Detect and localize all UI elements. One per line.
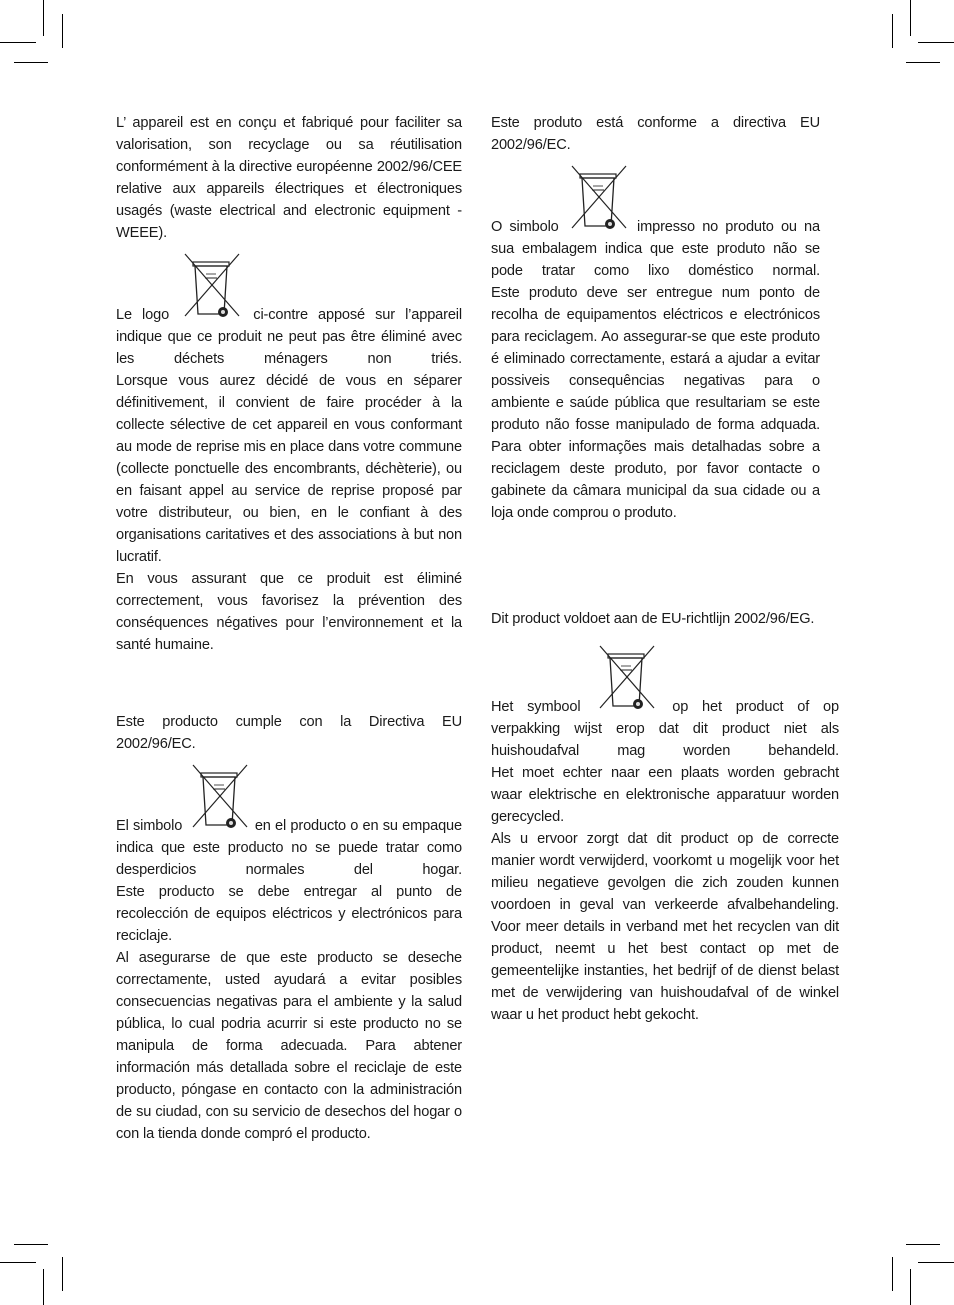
spanish-para3: Al asegurarse de que este producto se deseche correctamente, usted ayudará a evitar posibles consecuencias negativas para el ambiente y la salud pública, lo cual podria acurrir si este producto no se manipula de forma adecuada. Para abtener información más detallada sobre el reciclaje de este producto, póngase en contacto con la administración de su ciudad, con su servicio de desechos del hogar o con la tienda donde compró el producto. <box>116 950 462 1142</box>
portuguese-symbol-before: O simbolo <box>491 219 559 235</box>
portuguese-section <box>491 112 820 524</box>
crossed-out-wheelie-bin-icon <box>179 252 243 322</box>
dutch-para3: Als u ervoor zorgt dat dit product op de correcte manier wordt verwijderd, voorkomt u mogelijk voor het milieu negatieve gevolgen die zich zouden kunnen voordoen in geval van verkeerde afvalbehandeling. Voor meer details in verband met het recyclen van dit product, neemt u het best contact op met de gemeentelijke instanties, het bedrijf of de dienst belast met de verwijdering van huishoudafval of de winkel waar u het product hebt gekocht. <box>491 831 839 1023</box>
spanish-symbol-line <box>116 763 462 881</box>
french-symbol-after: ci-contre apposé sur l’appareil indique que ce produit ne peut pas être éliminé avec les déchets ménagers non triés. <box>116 307 462 367</box>
spanish-symbol-after: en el producto o en su empaque indica que este producto no se puede tratar como desperdicios normales del hogar. <box>116 818 462 878</box>
spanish-symbol-before: El simbolo <box>116 818 183 834</box>
spanish-intro: Este producto cumple con la Directiva EU 2002/96/EC. <box>116 714 462 752</box>
dutch-intro: Dit product voldoet aan de EU-richtlijn 2002/96/EG. <box>491 611 815 627</box>
crossed-out-wheelie-bin-icon <box>566 164 630 234</box>
french-section <box>116 112 462 656</box>
portuguese-para2: Este produto deve ser entregue num ponto de recolha de equipamentos eléctricos e electrónicos para reciclagem. Ao assegurar-se que este produto é eliminado correctamente, estará a ajudar a evitar possiveis consequências negativas para o ambiente e saúde pública que resultariam se este produto não fosse manipulado de forma adquada. Para obter informações mais detalhadas sobre a reciclagem deste produto, por favor contacte o gabinete da câmara municipal da sua cidade ou a loja onde comprou o produto. <box>491 285 820 521</box>
french-intro: L’ appareil est en conçu et fabriqué pour faciliter sa valorisation, son recyclage ou sa réutilisation conformément à la directive européenne 2002/96/CEE relative aux appareils électriques et électroniques usagés (waste electrical and electronic equipment - WEEE). <box>116 115 462 241</box>
french-symbol-line <box>116 252 462 370</box>
portuguese-intro: Este produto está conforme a directiva EU 2002/96/EC. <box>491 115 820 153</box>
dutch-symbol-after: op het product of op verpakking wijst erop dat dit product niet als huishoudafval mag worden behandeld. <box>491 699 839 759</box>
dutch-symbol-line <box>491 644 839 762</box>
dutch-para2: Het moet echter naar een plaats worden gebracht waar elektrische en elektronische apparatuur worden gerecycled. <box>491 765 839 825</box>
portuguese-symbol-after: impresso no produto ou na sua embalagem indica que este produto não se pode tratar como lixo doméstico normal. <box>491 219 820 279</box>
spanish-section <box>116 711 462 1145</box>
french-symbol-before: Le logo <box>116 307 170 323</box>
dutch-symbol-before: Het symbool <box>491 699 581 715</box>
dutch-section <box>491 608 839 1026</box>
crossed-out-wheelie-bin-icon <box>187 763 251 833</box>
french-para2: Lorsque vous aurez décidé de vous en séparer définitivement, il convient de faire procéder à la collecte sélective de cet appareil en vous conformant au mode de reprise mis en place dans votre commune (collecte ponctuelle des encombrants, déchèterie), ou en faisant appel au service de reprise proposé par votre distributeur, ou bien, en le confiant à des organisations caritatives et des associations à but non lucratif. <box>116 373 462 565</box>
crossed-out-wheelie-bin-icon <box>594 644 658 714</box>
portuguese-symbol-line <box>491 164 820 282</box>
french-para3: En vous assurant que ce produit est éliminé correctement, vous favorisez la prévention des conséquences négatives pour l’environnement et la santé humaine. <box>116 571 462 653</box>
spanish-para2: Este producto se debe entregar al punto de recolección de equipos eléctricos y electrónicos para reciclaje. <box>116 884 462 944</box>
